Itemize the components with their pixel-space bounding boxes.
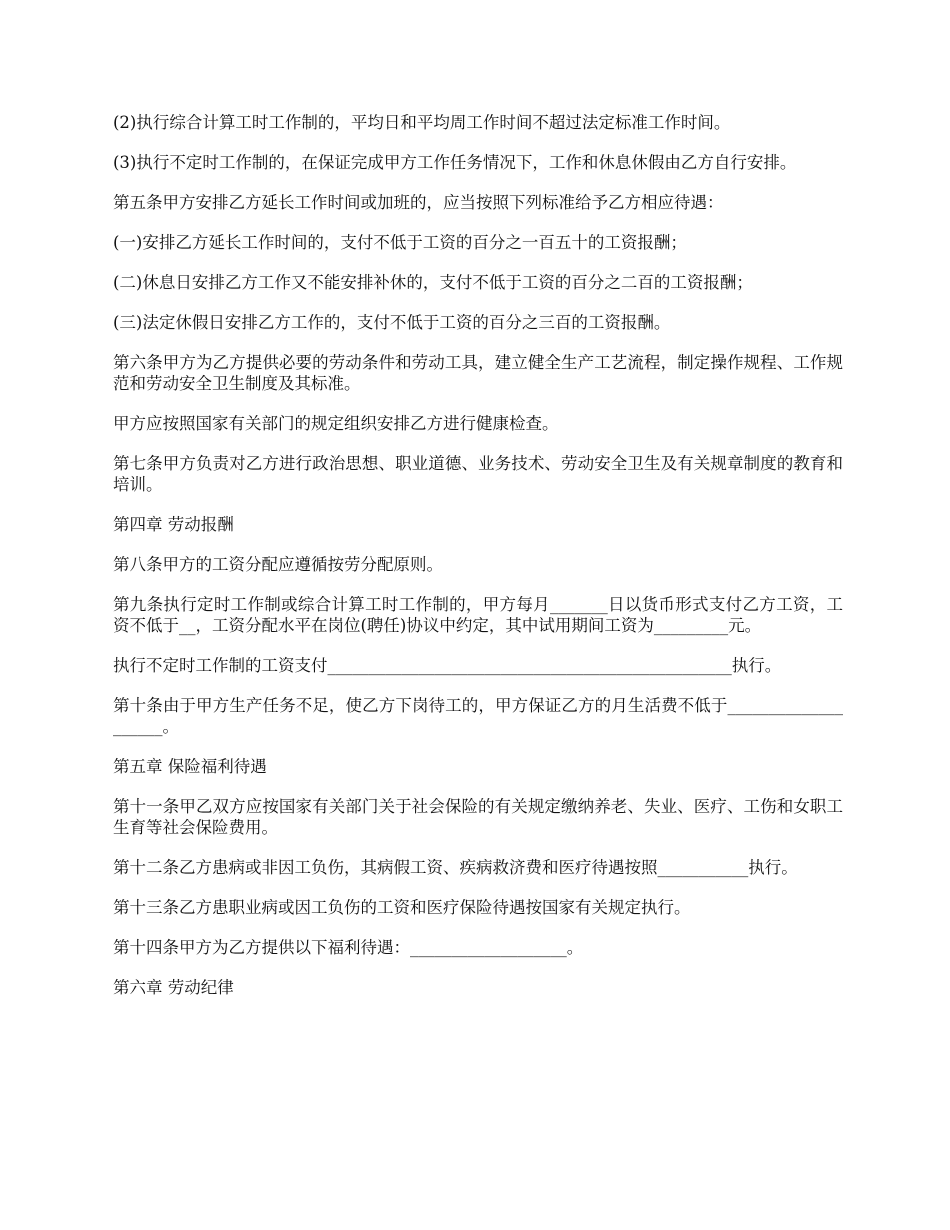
- document-body: [113, 112, 843, 1017]
- article-13-occupational-disease: 第十三条乙方患职业病或因工负伤的工资和医疗保险待遇按国家有关规定执行。: [113, 898, 691, 917]
- article-7-training: 第七条甲方负责对乙方进行政治思想、职业道德、业务技术、劳动安全卫生及有关规章制度的教育和培训。: [113, 454, 843, 494]
- article-5-overtime: 第五条甲方安排乙方延长工作时间或加班的，应当按照下列标准给予乙方相应待遇：: [113, 193, 724, 212]
- article-12-sick-leave: 第十二条乙方患病或非因工负伤，其病假工资、疾病救济费和医疗待遇按照___________执行。: [113, 858, 798, 877]
- article-9-wage-payment: 第九条执行定时工作制或综合计算工时工作制的，甲方每月_______日以货币形式支付乙方工资，工资不低于__，工资分配水平在岗位(聘任)协议中约定，其中试用期间工资为_________元。: [113, 595, 843, 635]
- overtime-item-2: (二)休息日安排乙方工作又不能安排补休的，支付不低于工资的百分之二百的工资报酬；: [113, 273, 753, 292]
- paragraph-2-comprehensive-hours: (2)执行综合计算工时工作制的，平均日和平均周工作时间不超过法定标准工作时间。: [113, 113, 731, 132]
- overtime-item-3: (三)法定休假日安排乙方工作的，支付不低于工资的百分之三百的工资报酬。: [113, 313, 671, 332]
- article-8-wage-principle: 第八条甲方的工资分配应遵循按劳分配原则。: [113, 555, 443, 574]
- chapter-5-heading: 第五章 保险福利待遇: [113, 757, 267, 776]
- article-11-social-insurance: 第十一条甲乙双方应按国家有关部门关于社会保险的有关规定缴纳养老、失业、医疗、工伤和女职工生育等社会保险费用。: [113, 797, 843, 837]
- flexible-wage-payment: 执行不定时工作制的工资支付_________________________________________________执行。: [113, 656, 782, 675]
- overtime-item-1: (一)安排乙方延长工作时间的，支付不低于工资的百分之一百五十的工资报酬；: [113, 233, 687, 252]
- health-check-paragraph: 甲方应按照国家有关部门的规定组织安排乙方进行健康检查。: [113, 414, 559, 433]
- article-10-living-allowance: 第十条由于甲方生产任务不足，使乙方下岗待工的，甲方保证乙方的月生活费不低于____________________。: [113, 696, 843, 736]
- chapter-6-heading: 第六章 劳动纪律: [113, 978, 234, 997]
- article-14-welfare: 第十四条甲方为乙方提供以下福利待遇：___________________。: [113, 938, 584, 957]
- paragraph-3-flexible-hours: (3)执行不定时工作制的，在保证完成甲方工作任务情况下，工作和休息休假由乙方自行安排。: [113, 153, 797, 172]
- chapter-4-heading: 第四章 劳动报酬: [113, 515, 234, 534]
- article-6-working-conditions: 第六条甲方为乙方提供必要的劳动条件和劳动工具，建立健全生产工艺流程，制定操作规程、工作规范和劳动安全卫生制度及其标准。: [113, 353, 843, 393]
